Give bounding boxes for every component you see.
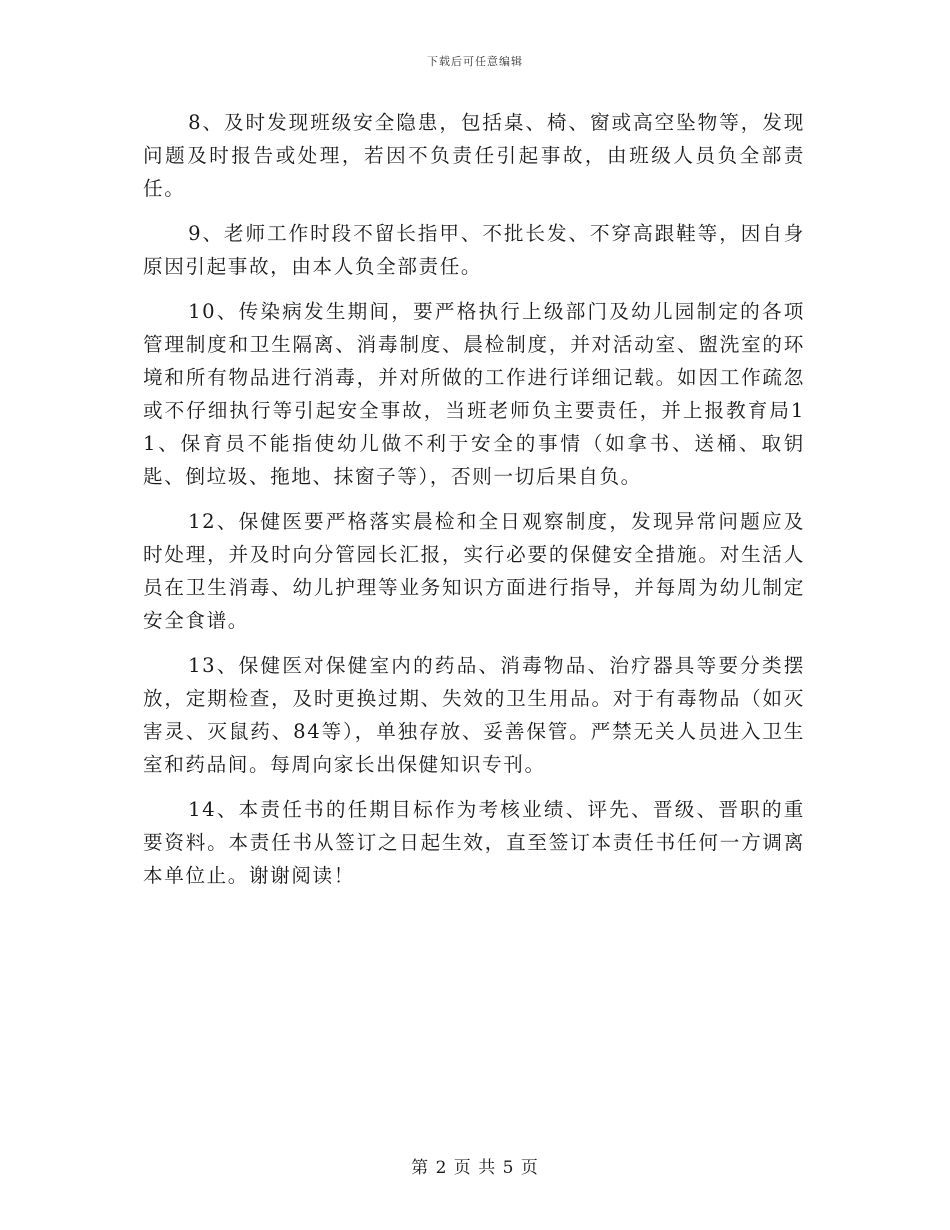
paragraph-item-14: 14、本责任书的任期目标作为考核业绩、评先、晋级、晋职的重要资料。本责任书从签订之日起生效，直至签订本责任书任何一方调离本单位止。谢谢阅读！ bbox=[143, 798, 805, 887]
page-header: 下载后可任意编辑 bbox=[427, 55, 523, 68]
page-number-footer: 第 2 页 共 5 页 bbox=[411, 1158, 539, 1178]
paragraph-item-13: 13、保健医对保健室内的药品、消毒物品、治疗器具等要分类摆放，定期检查，及时更换过期、失效的卫生用品。对于有毒物品（如灭害灵、灭鼠药、84等），单独存放、妥善保管。严禁无关人员进入卫生室和药品间。每周向家长出保健知识专刊。 bbox=[143, 654, 805, 776]
paragraph-item-8: 8、及时发现班级安全隐患，包括桌、椅、窗或高空坠物等，发现问题及时报告或处理，若因不负责任引起事故，由班级人员负全部责任。 bbox=[143, 111, 805, 200]
document-body bbox=[143, 106, 805, 904]
paragraph-item-12: 12、保健医要严格落实晨检和全日观察制度，发现异常问题应及时处理，并及时向分管园长汇报，实行必要的保健安全措施。对生活人员在卫生消毒、幼儿护理等业务知识方面进行指导，并每周为幼儿制定安全食谱。 bbox=[143, 510, 805, 632]
paragraph-item-10-11: 10、传染病发生期间，要严格执行上级部门及幼儿园制定的各项管理制度和卫生隔离、消毒制度、晨检制度，并对活动室、盥洗室的环境和所有物品进行消毒，并对所做的工作进行详细记载。如因工作疏忽或不仔细执行等引起安全事故，当班老师负主要责任，并上报教育局11、保育员不能指使幼儿做不利于安全的事情（如拿书、送桶、取钥匙、倒垃圾、拖地、抹窗子等），否则一切后果自负。 bbox=[143, 300, 805, 488]
paragraph-item-9: 9、老师工作时段不留长指甲、不批长发、不穿高跟鞋等，因自身原因引起事故，由本人负全部责任。 bbox=[143, 222, 805, 278]
